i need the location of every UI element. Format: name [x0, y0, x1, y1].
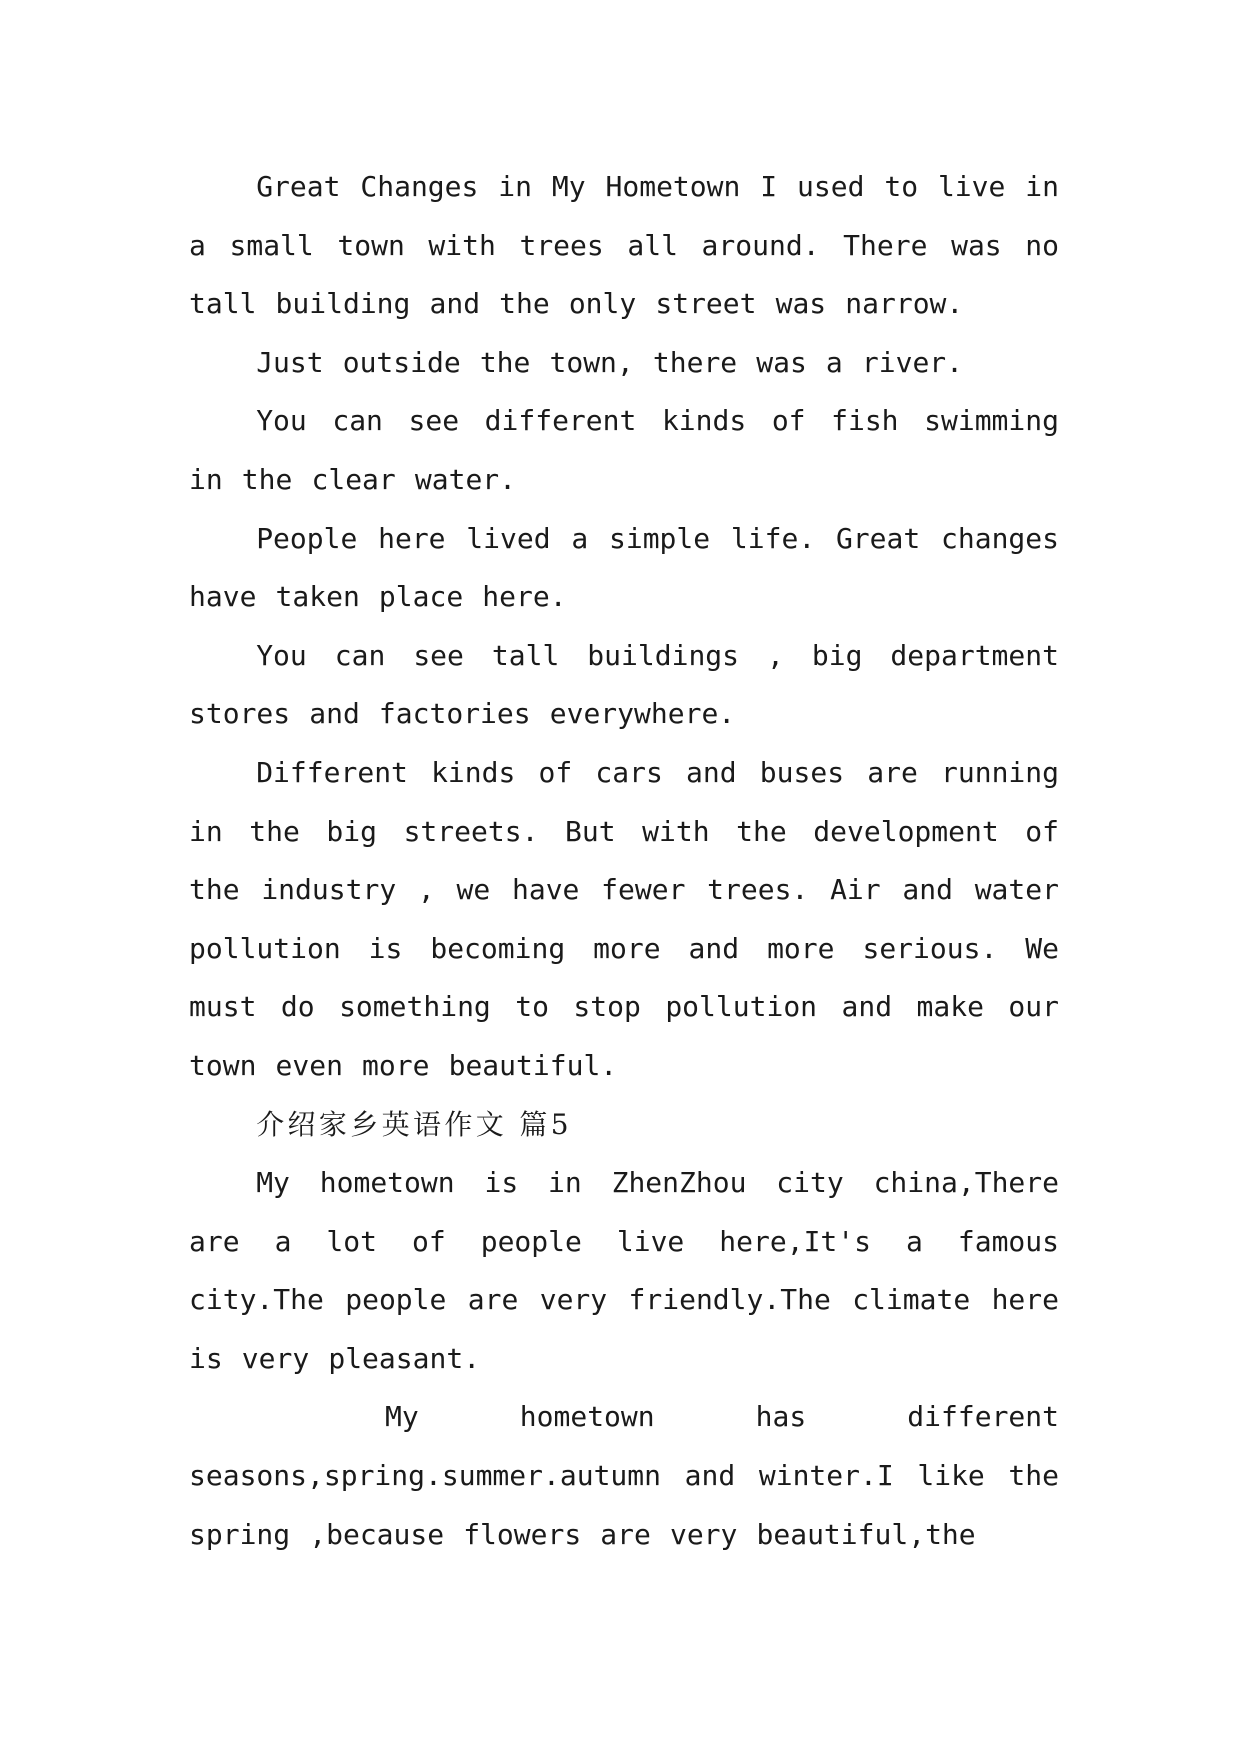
paragraph: Different kinds of cars and buses are running in the big streets. But with the development of the industry , we have fewer trees. Air and water pollution is becoming more and more serious. We must do something to stop pollution and make our town even more beautiful.: [189, 755, 1059, 1082]
paragraph: My hometown is in ZhenZhou city china,There are a lot of people live here,It's a famous city.The people are very friendly.The climate here is very pleasant.: [189, 1166, 1059, 1375]
paragraph: People here lived a simple life. Great changes have taken place here.: [189, 521, 1059, 614]
paragraph: My hometown has different seasons,spring.summer.autumn and winter.I like the spring ,because flowers are very beautiful,the: [189, 1400, 1059, 1551]
section-heading: 介绍家乡英语作文 篇5: [256, 1107, 572, 1141]
paragraph: Just outside the town, there was a river.: [256, 345, 964, 379]
paragraph: Great Changes in My Hometown I used to live in a small town with trees all around. There was no tall building and the only street was narrow.: [189, 170, 1059, 321]
paragraph: You can see tall buildings , big department stores and factories everywhere.: [189, 638, 1059, 731]
document-body: [189, 158, 1059, 1564]
paragraph: You can see different kinds of fish swimming in the clear water.: [189, 404, 1059, 496]
